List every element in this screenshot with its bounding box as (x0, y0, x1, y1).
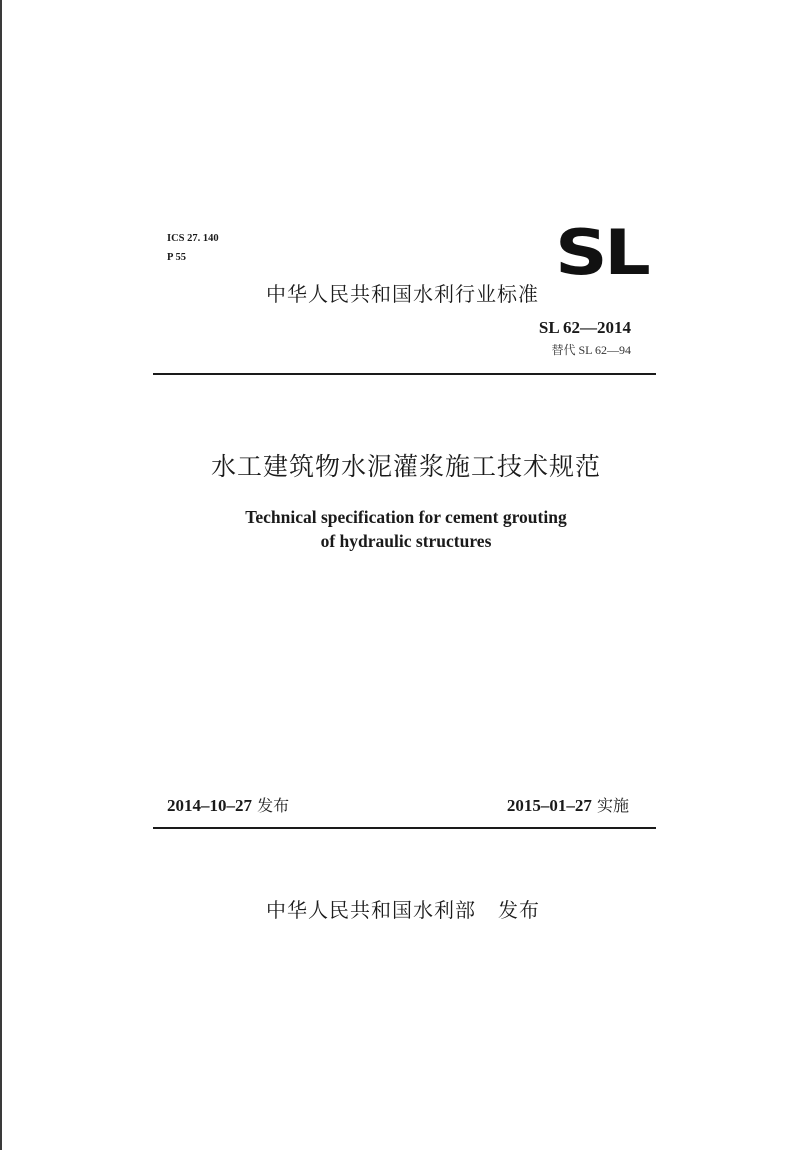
effective-date-block (507, 795, 629, 817)
effective-date: 2015–01–27 (506, 796, 592, 815)
document-title-english (0, 505, 812, 553)
english-title-line-1: Technical specification for cement grouting (245, 507, 567, 527)
industry-standard-heading: 中华人民共和国水利行业标准 (266, 282, 539, 306)
standard-number: SL 62—2014 (538, 318, 631, 337)
publisher-action: 发布 (498, 898, 540, 922)
issue-date: 2014–10–27 (167, 796, 252, 815)
ics-code: ICS 27. 140 (167, 233, 219, 244)
issue-date-block (167, 795, 289, 817)
page-left-border (0, 0, 2, 1150)
document-title-chinese: 水工建筑物水泥灌浆施工技术规范 (210, 452, 601, 481)
replaces-standard: 替代 SL 62—94 (551, 343, 631, 357)
classification-code: P 55 (167, 252, 186, 263)
sl-logo: SL (555, 216, 648, 289)
classification-codes (167, 229, 219, 267)
top-divider (153, 373, 656, 375)
publisher-line (266, 896, 540, 924)
bottom-divider (153, 827, 656, 829)
effective-label: 实施 (596, 796, 629, 815)
english-title-line-2: of hydraulic structures (320, 531, 492, 551)
issue-label: 发布 (257, 796, 290, 815)
publisher-name: 中华人民共和国水利部 (266, 898, 476, 922)
